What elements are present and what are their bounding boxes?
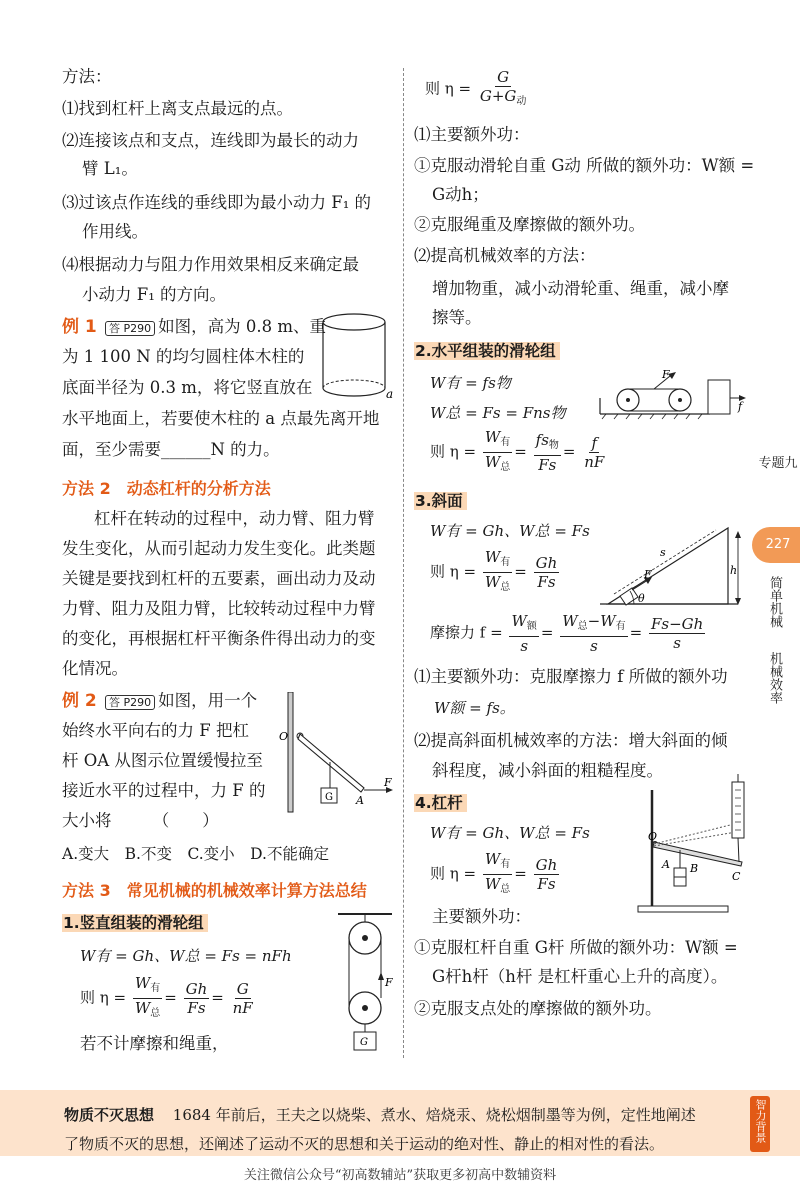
example-1-line-2: 为 1 100 N 的均匀圆柱体木柱的 (62, 347, 305, 366)
lever-C-label: C (732, 870, 741, 883)
cylinder-figure (318, 308, 398, 400)
example-1-label: 例 1 (62, 317, 97, 337)
side-section: 机械效率 (767, 652, 782, 704)
method-2-title: 方法 2 动态杠杆的分析方法 (62, 479, 271, 498)
example-2-options: A.变大 B.不变 C.变小 D.不能确定 (62, 845, 329, 863)
method-2-para-3: 关键是要找到杠杆的五要素，画出动力及动 (62, 569, 376, 588)
step-3: ⑶过该点作连线的垂线即为最小动力 F₁ 的 (62, 193, 372, 212)
point-a-label: A (356, 794, 364, 807)
answer-ref-badge: 答 P290 (105, 695, 155, 710)
method-3-title: 方法 3 常见机械的机械效率计算方法总结 (62, 881, 367, 900)
bottom-line-1: 物质不灭思想 1684 年前后，王夫之以烧柴、煮水、焙烧汞、烧松烟制墨等为例，定性地阐述 (64, 1106, 696, 1124)
method-2-para-5: 的变化，再根据杠杆平衡条件得出动力的变 (62, 629, 376, 648)
method-2-para-4: 力臂、阻力及阻力臂，比较转动过程中力臂 (62, 599, 376, 618)
section-3-title: 3.斜面 (414, 490, 467, 512)
section-3-eta: 则 η = $\frac{W_有}{W_总}$ = $\frac{Gh}{Fs}$ (430, 548, 558, 593)
section-3-improve-1: ⑵提高斜面机械效率的方法：增大斜面的倾 (414, 731, 728, 750)
step-2: ⑵连接该点和支点，连线即为最长的动力 (62, 131, 359, 150)
bottom-title: 物质不灭思想 (64, 1106, 155, 1124)
extra-work-1-cont: G动h； (432, 185, 489, 204)
section-1-eta: 则 η = $\frac{W_有}{W_总}$ = $\frac{Gh}{Fs}$ = $\frac{G}{nF}$ (80, 974, 253, 1019)
incline-F-label: F (644, 568, 652, 581)
vertical-pulley-figure (330, 908, 400, 1056)
example-2-line-5: 大小将 （ ） (62, 811, 219, 830)
step-3-cont: 作用线。 (82, 222, 148, 241)
improve-line-1: 增加物重，减小动滑轮重、绳重，减小摩 (432, 279, 729, 298)
section-2-formula-1: W有 = fs物 (430, 374, 511, 392)
section-2-formula-2: W总 = Fs = Fns物 (430, 404, 566, 422)
improve-title: ⑵提高机械效率的方法： (414, 246, 596, 265)
section-2-title: 2.水平组装的滑轮组 (414, 340, 560, 362)
extra-work-1: ①克服动滑轮自重 G动 所做的额外功：W额 = (414, 156, 755, 175)
improve-line-2: 擦等。 (432, 308, 482, 327)
eta-top: 则 η = $\frac{G}{G+G_动}$ (425, 68, 527, 107)
extra-work-2: ②克服绳重及摩擦做的额外功。 (414, 215, 645, 234)
step-1: ⑴找到杠杆上离支点最远的点。 (62, 99, 293, 118)
section-2-eta: 则 η = $\frac{W_有}{W_总}$ = $\frac{fs_物}{Fs}$ = $\frac{f}{nF}$ (430, 428, 605, 474)
section-4-title: 4.杠杆 (414, 792, 467, 814)
section-3-extra-1: ⑴主要额外功：克服摩擦力 f 所做的额外功 (414, 667, 728, 686)
lever-efficiency-figure (632, 772, 750, 918)
height-h-label: h (730, 564, 738, 577)
length-s-label: s (660, 546, 666, 559)
example-1-line-1: 例 1 答 P290 如图，高为 0.8 m、重 (62, 317, 327, 337)
section-4-eta: 则 η = $\frac{W_有}{W_总}$ = $\frac{Gh}{Fs}$ (430, 850, 558, 895)
section-4-extra-1-cont: G杆h杆（h杆 是杠杆重心上升的高度）。 (432, 967, 728, 986)
lever-O-label: O (648, 830, 658, 843)
example-2-label: 例 2 (62, 691, 97, 711)
horizontal-force-F-label: F (662, 368, 670, 381)
section-3-formula-1: W有 = Gh、W总 = Fs (430, 522, 590, 540)
method-2-para-6: 化情况。 (62, 659, 128, 678)
example-1-line-4: 水平地面上，若要使木柱的 a 点最先离开地 (62, 409, 380, 428)
section-4-extra-2: ②克服支点处的摩擦做的额外功。 (414, 999, 662, 1018)
column-divider (403, 68, 404, 1058)
extra-work-title: ⑴主要额外功： (414, 125, 530, 144)
step-4: ⑷根据动力与阻力作用效果相反来确定最 (62, 255, 359, 274)
force-f-label: F (384, 776, 392, 789)
pivot-o-label: O (279, 730, 289, 743)
section-4-formula-1: W有 = Gh、W总 = Fs (430, 824, 590, 842)
bottom-tag: 智力背景 (750, 1096, 770, 1152)
example-2-line-2: 始终水平向右的力 F 把杠 (62, 721, 249, 740)
example-2-line-1: 例 2 答 P290 如图，用一个 (62, 691, 258, 711)
cylinder-point-a: a (386, 387, 394, 400)
bottom-line-2: 了物质不灭的思想，还阐述了运动不灭的思想和关于运动的绝对性、静止的相对性的看法。 (64, 1135, 665, 1153)
section-4-extra-title: 主要额外功： (432, 907, 531, 926)
method-2-para-1: 杠杆在转动的过程中，动力臂、阻力臂 (94, 509, 375, 528)
pulley-f-label: F (385, 976, 393, 989)
lever-rotation-figure (278, 692, 396, 814)
method-label: 方法： (62, 67, 112, 86)
page-number: 227 (765, 537, 791, 552)
horizontal-pulley-figure (598, 368, 748, 420)
lever-B-label: B (690, 862, 699, 875)
example-2-line-4: 接近水平的过程中，力 F 的 (62, 781, 266, 800)
example-2-line-3: 杆 OA 从图示位置缓慢拉至 (62, 751, 263, 770)
page-number-tab (752, 527, 800, 563)
pulley-g-label: G (360, 1037, 368, 1048)
example-1-line-3: 底面半径为 0.3 m，将它竖直放在 (62, 378, 313, 397)
step-2-cont: 臂 L₁。 (82, 159, 138, 178)
section-3-improve-2: 斜程度，减小斜面的粗糙程度。 (432, 761, 663, 780)
incline-figure (598, 518, 748, 610)
lever-A-label: A (662, 858, 670, 871)
footer-note: 关注微信公众号“初高数辅站”获取更多初高中数辅资料 (243, 1168, 557, 1183)
answer-ref-badge: 答 P290 (105, 321, 155, 336)
side-chapter: 简单机械 (767, 576, 782, 628)
section-1-note: 若不计摩擦和绳重， (80, 1034, 229, 1053)
weight-g-label: G (325, 792, 333, 803)
example-1-line-5: 面，至少需要______N 的力。 (62, 440, 280, 459)
section-1-formula-1: W有 = Gh、W总 = Fs = nFh (80, 947, 292, 965)
section-1-title: 1.竖直组装的滑轮组 (62, 912, 208, 934)
friction-f-label: f (738, 400, 743, 413)
angle-theta-label: θ (638, 592, 645, 605)
side-topic: 专题九 (758, 456, 798, 471)
section-4-extra-1: ①克服杠杆自重 G杆 所做的额外功：W额 = (414, 938, 738, 957)
step-4-cont: 小动力 F₁ 的方向。 (82, 285, 227, 304)
method-2-para-2: 发生变化，从而引起动力发生变化。此类题 (62, 539, 376, 558)
section-3-extra-2: W额 = fs。 (434, 699, 515, 717)
section-3-friction: 摩擦力 f = $\frac{W_额}{s}$ = $\frac{W_总-W_有}{s}$ = $\frac{Fs-Gh}{s}$ (430, 612, 704, 655)
